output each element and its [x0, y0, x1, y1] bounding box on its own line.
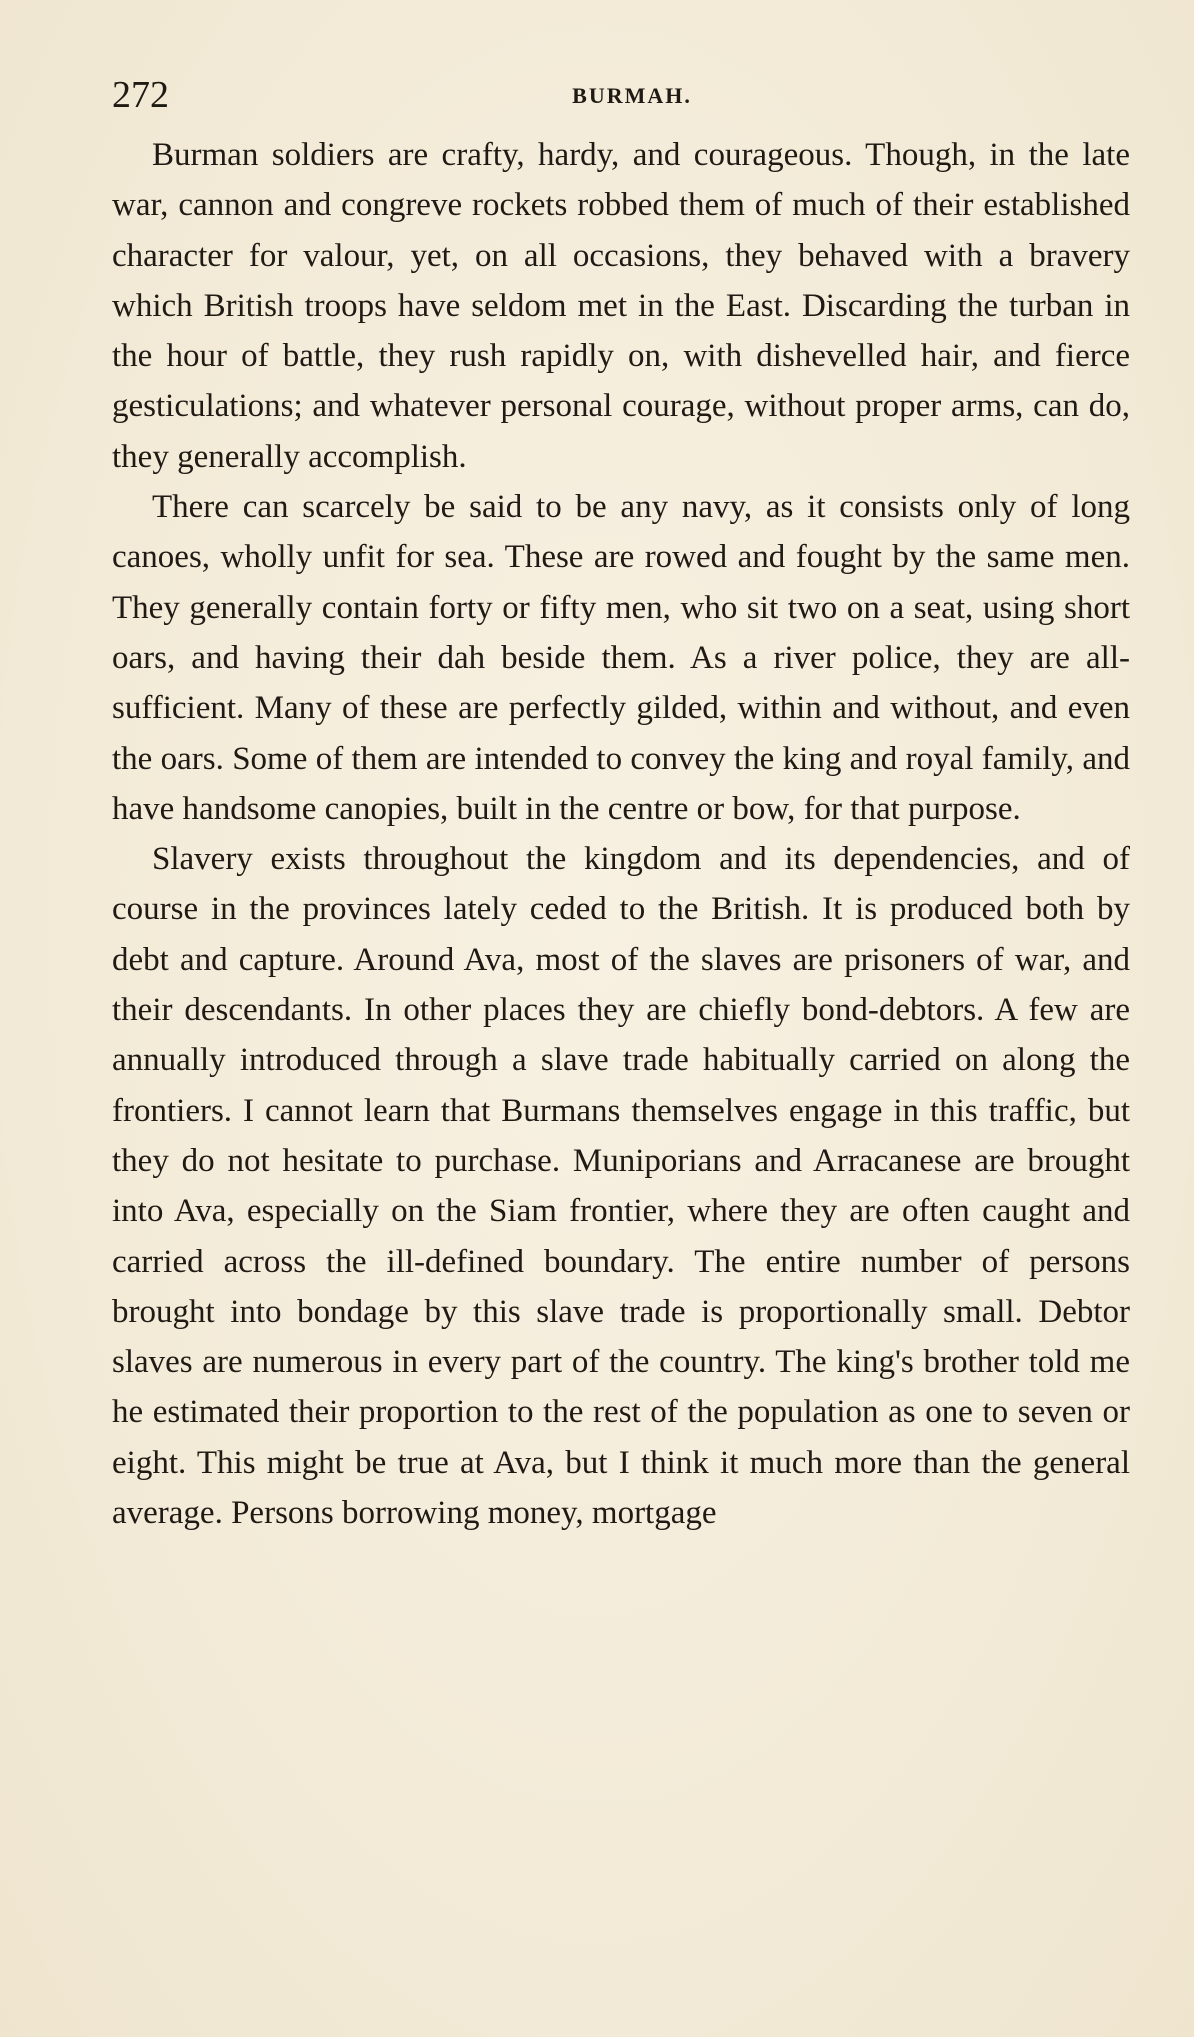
running-head: BURMAH.: [572, 83, 692, 108]
page-number: 272: [112, 74, 169, 116]
body-text: [112, 130, 1130, 1538]
paragraph: Burman soldiers are crafty, hardy, and courageous. Though, in the late war, cannon and congreve rockets robbed them of much of their established character for valour, yet, on all occasions, they behaved with a bravery which British troops have seldom met in the East. Discarding the turban in the hour of battle, they rush rapidly on, with dishevelled hair, and fierce gesticulations; and whatever personal courage, without proper arms, can do, they generally accomplish.: [112, 137, 1130, 475]
paragraph: Slavery exists throughout the kingdom and its dependencies, and of course in the provinces lately ceded to the British. It is produced both by debt and capture. Around Ava, most of the slaves are prisoners of war, and their descendants. In other places they are chiefly bond-debtors. A few are annually introduced through a slave trade habitually carried on along the frontiers. I cannot learn that Burmans themselves engage in this traffic, but they do not hesitate to purchase. Muniporians and Arracanese are brought into Ava, especially on the Siam frontier, where they are often caught and carried across the ill-defined boundary. The entire number of persons brought into bondage by this slave trade is proportionally small. Debtor slaves are numerous in every part of the country. The king's brother told me he estimated their proportion to the rest of the population as one to seven or eight. This might be true at Ava, but I think it much more than the general average. Persons borrowing money, mortgage: [112, 841, 1130, 1532]
page-header: [112, 70, 1152, 120]
paragraph: There can scarcely be said to be any navy, as it consists only of long canoes, wholly unfit for sea. These are rowed and fought by the same men. They generally contain forty or fifty men, who sit two on a seat, using short oars, and having their dah beside them. As a river police, they are all-sufficient. Many of these are perfectly gilded, within and without, and even the oars. Some of them are intended to convey the king and royal family, and have handsome canopies, built in the centre or bow, for that purpose.: [112, 489, 1130, 827]
